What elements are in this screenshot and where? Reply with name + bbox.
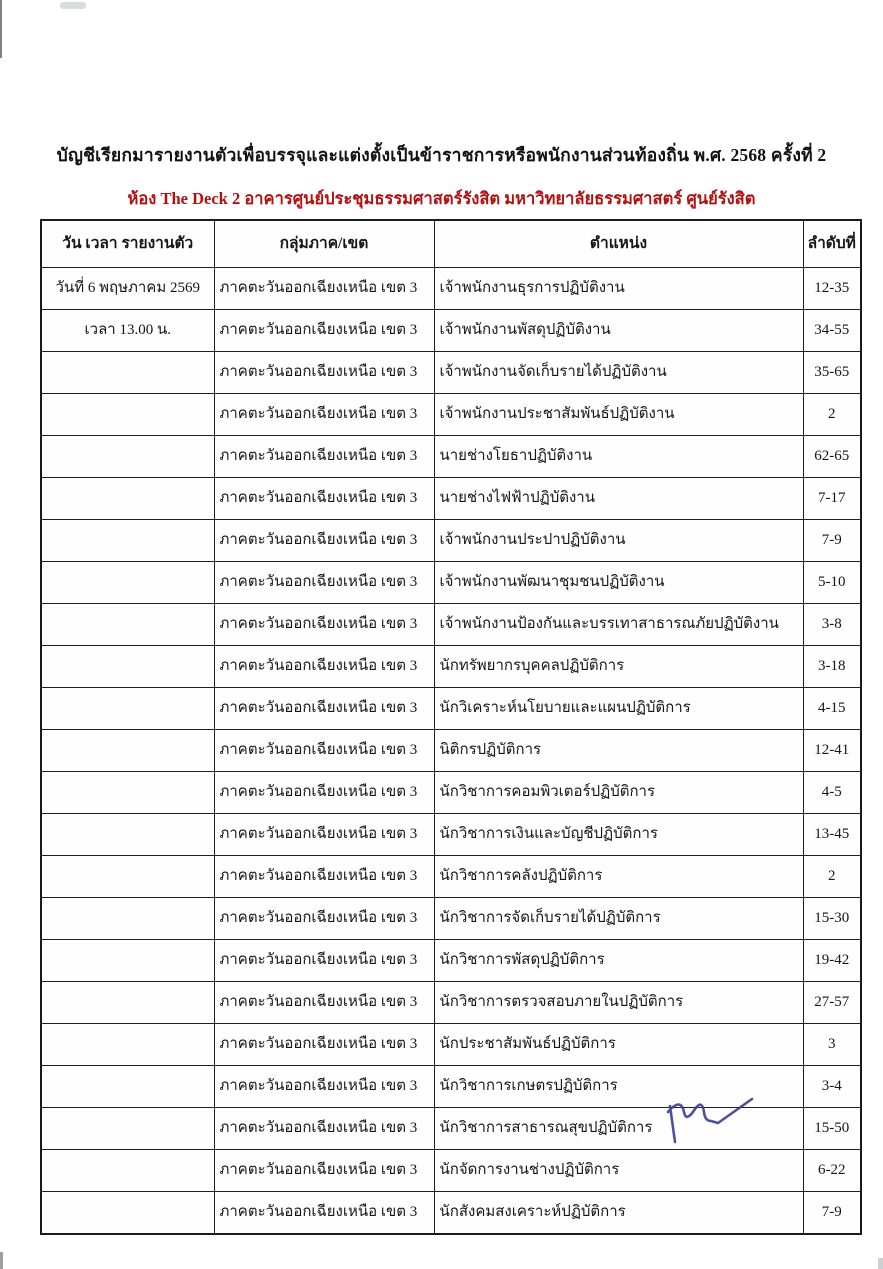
- cell-position-title: เจ้าพนักงานพัสดุปฏิบัติงาน: [434, 310, 803, 352]
- table-row: [41, 520, 861, 562]
- cell-region-zone: ภาคตะวันออกเฉียงเหนือ เขต 3: [214, 1150, 434, 1192]
- cell-order-number: 7-9: [803, 520, 861, 562]
- cell-report-datetime: [41, 814, 214, 856]
- cell-order-number: 12-35: [803, 268, 861, 310]
- table-row: [41, 688, 861, 730]
- cell-region-zone: ภาคตะวันออกเฉียงเหนือ เขต 3: [214, 520, 434, 562]
- cell-order-number: 3-4: [803, 1066, 861, 1108]
- cell-region-zone: ภาคตะวันออกเฉียงเหนือ เขต 3: [214, 436, 434, 478]
- table-row: [41, 856, 861, 898]
- cell-order-number: 6-22: [803, 1150, 861, 1192]
- cell-order-number: 13-45: [803, 814, 861, 856]
- cell-order-number: 7-9: [803, 1192, 861, 1235]
- cell-region-zone: ภาคตะวันออกเฉียงเหนือ เขต 3: [214, 898, 434, 940]
- cell-order-number: 5-10: [803, 562, 861, 604]
- cell-position-title: นักวิชาการเงินและบัญชีปฏิบัติการ: [434, 814, 803, 856]
- cell-region-zone: ภาคตะวันออกเฉียงเหนือ เขต 3: [214, 1108, 434, 1150]
- cell-order-number: 12-41: [803, 730, 861, 772]
- cell-region-zone: ภาคตะวันออกเฉียงเหนือ เขต 3: [214, 814, 434, 856]
- cell-report-datetime: [41, 478, 214, 520]
- cell-position-title: นักประชาสัมพันธ์ปฏิบัติการ: [434, 1024, 803, 1066]
- cell-position-title: นักวิชาการสาธารณสุขปฏิบัติการ: [434, 1108, 803, 1150]
- cell-region-zone: ภาคตะวันออกเฉียงเหนือ เขต 3: [214, 394, 434, 436]
- cell-order-number: 15-50: [803, 1108, 861, 1150]
- table-row: [41, 982, 861, 1024]
- cell-report-datetime: [41, 520, 214, 562]
- cell-region-zone: ภาคตะวันออกเฉียงเหนือ เขต 3: [214, 982, 434, 1024]
- cell-region-zone: ภาคตะวันออกเฉียงเหนือ เขต 3: [214, 604, 434, 646]
- page-subtitle-location: ห้อง The Deck 2 อาคารศูนย์ประชุมธรรมศาสตร์รังสิต มหาวิทยาลัยธรรมศาสตร์ ศูนย์รังสิต: [127, 189, 756, 208]
- scan-artifact-bottom-left: [0, 1252, 3, 1269]
- cell-position-title: เจ้าพนักงานพัฒนาชุมชนปฏิบัติงาน: [434, 562, 803, 604]
- cell-order-number: 19-42: [803, 940, 861, 982]
- cell-position-title: นักวิเคราะห์นโยบายและแผนปฏิบัติการ: [434, 688, 803, 730]
- cell-report-datetime: [41, 730, 214, 772]
- table-row: [41, 730, 861, 772]
- cell-position-title: นักวิชาการคอมพิวเตอร์ปฏิบัติการ: [434, 772, 803, 814]
- cell-region-zone: ภาคตะวันออกเฉียงเหนือ เขต 3: [214, 1024, 434, 1066]
- cell-order-number: 62-65: [803, 436, 861, 478]
- cell-report-datetime: [41, 1108, 214, 1150]
- cell-report-datetime: [41, 604, 214, 646]
- cell-region-zone: ภาคตะวันออกเฉียงเหนือ เขต 3: [214, 940, 434, 982]
- table-row: [41, 562, 861, 604]
- cell-order-number: 4-15: [803, 688, 861, 730]
- cell-position-title: เจ้าพนักงานจัดเก็บรายได้ปฏิบัติงาน: [434, 352, 803, 394]
- cell-position-title: นายช่างไฟฟ้าปฏิบัติงาน: [434, 478, 803, 520]
- cell-position-title: นักสังคมสงเคราะห์ปฏิบัติการ: [434, 1192, 803, 1235]
- cell-position-title: นักวิชาการจัดเก็บรายได้ปฏิบัติการ: [434, 898, 803, 940]
- table-row: [41, 898, 861, 940]
- table-row: [41, 646, 861, 688]
- cell-report-datetime: [41, 772, 214, 814]
- cell-order-number: 3-8: [803, 604, 861, 646]
- cell-position-title: นักวิชาการพัสดุปฏิบัติการ: [434, 940, 803, 982]
- cell-order-number: 7-17: [803, 478, 861, 520]
- cell-report-datetime: [41, 562, 214, 604]
- table-row: [41, 310, 861, 352]
- cell-position-title: เจ้าพนักงานประปาปฏิบัติงาน: [434, 520, 803, 562]
- cell-report-datetime: [41, 940, 214, 982]
- table-row: [41, 1108, 861, 1150]
- cell-region-zone: ภาคตะวันออกเฉียงเหนือ เขต 3: [214, 310, 434, 352]
- page-title: บัญชีเรียกมารายงานตัวเพื่อบรรจุและแต่งตั้งเป็นข้าราชการหรือพนักงานส่วนท้องถิ่น พ.ศ. 2568 ครั้งที่ 2: [56, 145, 827, 165]
- table-row: [41, 772, 861, 814]
- table-body: [41, 268, 861, 1235]
- cell-report-datetime: [41, 436, 214, 478]
- cell-position-title: นักจัดการงานช่างปฏิบัติการ: [434, 1150, 803, 1192]
- scan-artifact-top-smudge: [60, 2, 86, 9]
- cell-position-title: นักทรัพยากรบุคคลปฏิบัติการ: [434, 646, 803, 688]
- cell-order-number: 4-5: [803, 772, 861, 814]
- cell-order-number: 3: [803, 1024, 861, 1066]
- cell-region-zone: ภาคตะวันออกเฉียงเหนือ เขต 3: [214, 1066, 434, 1108]
- cell-position-title: เจ้าพนักงานธุรการปฏิบัติงาน: [434, 268, 803, 310]
- table-row: [41, 478, 861, 520]
- cell-report-datetime: [41, 1024, 214, 1066]
- table-row: [41, 394, 861, 436]
- cell-position-title: นิติกรปฏิบัติการ: [434, 730, 803, 772]
- table-row: [41, 1066, 861, 1108]
- cell-report-datetime: [41, 1150, 214, 1192]
- column-header-order: ลำดับที่: [803, 220, 861, 268]
- cell-order-number: 3-18: [803, 646, 861, 688]
- cell-report-datetime: [41, 1066, 214, 1108]
- cell-order-number: 2: [803, 856, 861, 898]
- table-row: [41, 1192, 861, 1235]
- scan-artifact-bottom-right: [878, 1258, 883, 1269]
- cell-position-title: เจ้าพนักงานประชาสัมพันธ์ปฏิบัติงาน: [434, 394, 803, 436]
- cell-report-datetime: [41, 352, 214, 394]
- cell-region-zone: ภาคตะวันออกเฉียงเหนือ เขต 3: [214, 562, 434, 604]
- cell-region-zone: ภาคตะวันออกเฉียงเหนือ เขต 3: [214, 268, 434, 310]
- column-header-datetime: วัน เวลา รายงานตัว: [41, 220, 214, 268]
- scan-artifact-left-edge: [0, 0, 2, 58]
- table-row: [41, 604, 861, 646]
- cell-report-datetime: [41, 856, 214, 898]
- cell-position-title: นายช่างโยธาปฏิบัติงาน: [434, 436, 803, 478]
- cell-region-zone: ภาคตะวันออกเฉียงเหนือ เขต 3: [214, 730, 434, 772]
- table-row: [41, 814, 861, 856]
- cell-report-datetime: [41, 394, 214, 436]
- cell-report-datetime: [41, 688, 214, 730]
- table-row: [41, 1024, 861, 1066]
- table-row: [41, 940, 861, 982]
- cell-region-zone: ภาคตะวันออกเฉียงเหนือ เขต 3: [214, 1192, 434, 1235]
- table-header-row: [41, 220, 861, 268]
- cell-region-zone: ภาคตะวันออกเฉียงเหนือ เขต 3: [214, 688, 434, 730]
- cell-report-datetime: เวลา 13.00 น.: [41, 310, 214, 352]
- column-header-region: กลุ่มภาค/เขต: [214, 220, 434, 268]
- table-row: [41, 436, 861, 478]
- cell-report-datetime: [41, 898, 214, 940]
- cell-order-number: 15-30: [803, 898, 861, 940]
- cell-region-zone: ภาคตะวันออกเฉียงเหนือ เขต 3: [214, 772, 434, 814]
- cell-region-zone: ภาคตะวันออกเฉียงเหนือ เขต 3: [214, 856, 434, 898]
- cell-region-zone: ภาคตะวันออกเฉียงเหนือ เขต 3: [214, 646, 434, 688]
- cell-position-title: เจ้าพนักงานป้องกันและบรรเทาสาธารณภัยปฏิบัติงาน: [434, 604, 803, 646]
- cell-report-datetime: วันที่ 6 พฤษภาคม 2569: [41, 268, 214, 310]
- table-row: [41, 352, 861, 394]
- cell-order-number: 2: [803, 394, 861, 436]
- cell-report-datetime: [41, 1192, 214, 1235]
- table-row: [41, 268, 861, 310]
- cell-position-title: นักวิชาการตรวจสอบภายในปฏิบัติการ: [434, 982, 803, 1024]
- cell-report-datetime: [41, 646, 214, 688]
- cell-order-number: 27-57: [803, 982, 861, 1024]
- column-header-position: ตำแหน่ง: [434, 220, 803, 268]
- cell-position-title: นักวิชาการคลังปฏิบัติการ: [434, 856, 803, 898]
- cell-region-zone: ภาคตะวันออกเฉียงเหนือ เขต 3: [214, 352, 434, 394]
- cell-region-zone: ภาคตะวันออกเฉียงเหนือ เขต 3: [214, 478, 434, 520]
- cell-order-number: 35-65: [803, 352, 861, 394]
- cell-position-title: นักวิชาการเกษตรปฏิบัติการ: [434, 1066, 803, 1108]
- table-row: [41, 1150, 861, 1192]
- cell-report-datetime: [41, 982, 214, 1024]
- report-roster-table: [40, 219, 862, 1235]
- cell-order-number: 34-55: [803, 310, 861, 352]
